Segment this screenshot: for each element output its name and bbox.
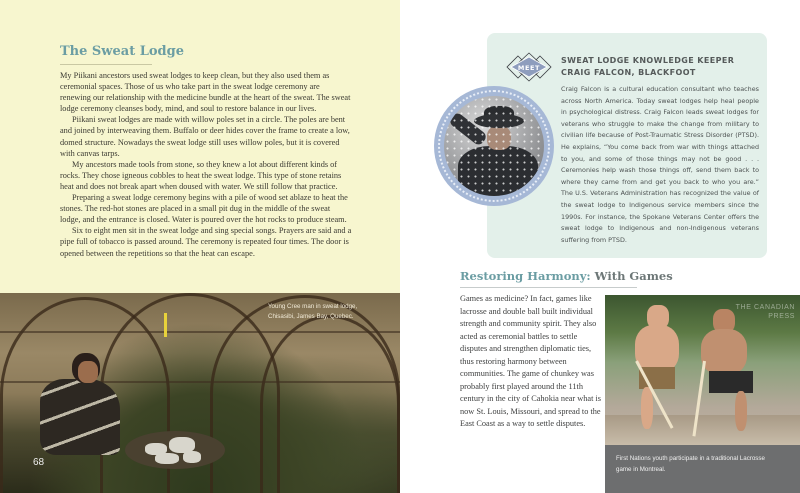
paragraph: Preparing a sweat lodge ceremony begins with a pile of wood set ablaze to heat the stones. The red-hot stones are placed in a small pit dug in the middle of the sweat lodge, and the entrance is closed. Water is poured over the hot rocks to produce steam. [60,193,348,225]
meet-body-text: Craig Falcon is a cultural education consultant who teaches across North America. Today sweat lodges help heal people in psychological distress. Craig Falcon leads sweat lodges for veterans who struggle to make the change from military to civilian life because of Post-Traumatic Stress Disorder (PTSD). He explains, “You come back from war with things attached to you, and some of those things may not be good . . . Ceremonies help wash those things off, send them back to where they came from and get you back to who you are.” The U.S. Veterans Administration has recognized the value of the sweat lodge to Indigenous service members since the 1990s. For instance, the Spokane Veterans Center offers the sweat lodge to Indigenous and non-Indigenous veterans suffering from PTSD. [561,85,759,244]
title-underline [60,64,152,65]
player-torso [701,329,747,375]
games-body-text: Games as medicine? In fact, games like lacrosse and double ball built individual strength and community spirit. They also acted as ceremonial battles to settle disputes and strengthen diplomatic ties, thus restoring harmony between communities. The game of chunkey was probably first played around the 11th century in the city of Cahokia near what is now St. Louis, Missouri, and spread to the East Coast as a way to settle disputes. [460,294,602,428]
title-underline [460,287,637,288]
photo-watermark: THE CANADIAN PRESS [735,304,795,320]
meet-badge-label: MEET [517,63,541,72]
stone-pit [125,431,225,469]
lodge-pole [260,315,400,493]
paragraph: My ancestors made tools from stone, so they knew a lot about different kinds of rocks. They chose igneous cobbles to heat the sweat lodge. This type of stone retains heat and does not break apart when doused with water. We still follow that practice. [60,159,342,191]
paragraph: My Piikani ancestors used sweat lodges to keep clean, but they also used them as ceremonial spaces. Those of us who take part in the sweat lodge ceremony are renewing our relationship with the medicine bundle at the heart of the sweat. The sweat lodge ceremony cleanses body, mind, and soul to restore balance in our lives. [60,71,351,114]
medicine-bundle [164,313,167,337]
paragraph: Six to eight men sit in the sweat lodge and sing special songs. Prayers are said and a pipe full of tobacco is passed around. The ceremony is repeated four times. The door is opened between the repetitions so that the heat can escape. [60,226,352,258]
section-title-restoring-harmony: Restoring Harmony: With Games [460,269,673,283]
sweat-lodge-photo [0,293,400,493]
lacrosse-photo [605,295,800,493]
meet-badge-icon [504,52,554,82]
paragraph: Piikani sweat lodges are made with willow poles set in a circle. The poles are bent and joined by interweaving them. Buffalo or deer hides cover the frame to create a low, domed structure. Nowadays the sweat lodge still uses willow poles, but it is covered with canvas tarps. [60,115,350,158]
photo-caption: Young Cree man in sweat lodge, Chisasibi, James Bay, Quebec. [268,303,358,320]
player-torso [635,325,679,373]
portrait-frame [434,86,554,206]
craig-falcon-portrait [444,96,544,196]
meet-heading: SWEAT LODGE KNOWLEDGE KEEPER CRAIG FALCON, BLACKFOOT [561,56,735,77]
person-figure [40,353,132,463]
photo-caption-box [605,445,800,493]
sweat-lodge-body-text [60,70,352,259]
page-number: 68 [33,457,45,468]
right-page [400,0,800,493]
photo-caption: First Nations youth participate in a traditional Lacrosse game in Montreal. [616,455,765,473]
lodge-band [0,331,400,333]
section-title-sweat-lodge: The Sweat Lodge [60,44,184,59]
